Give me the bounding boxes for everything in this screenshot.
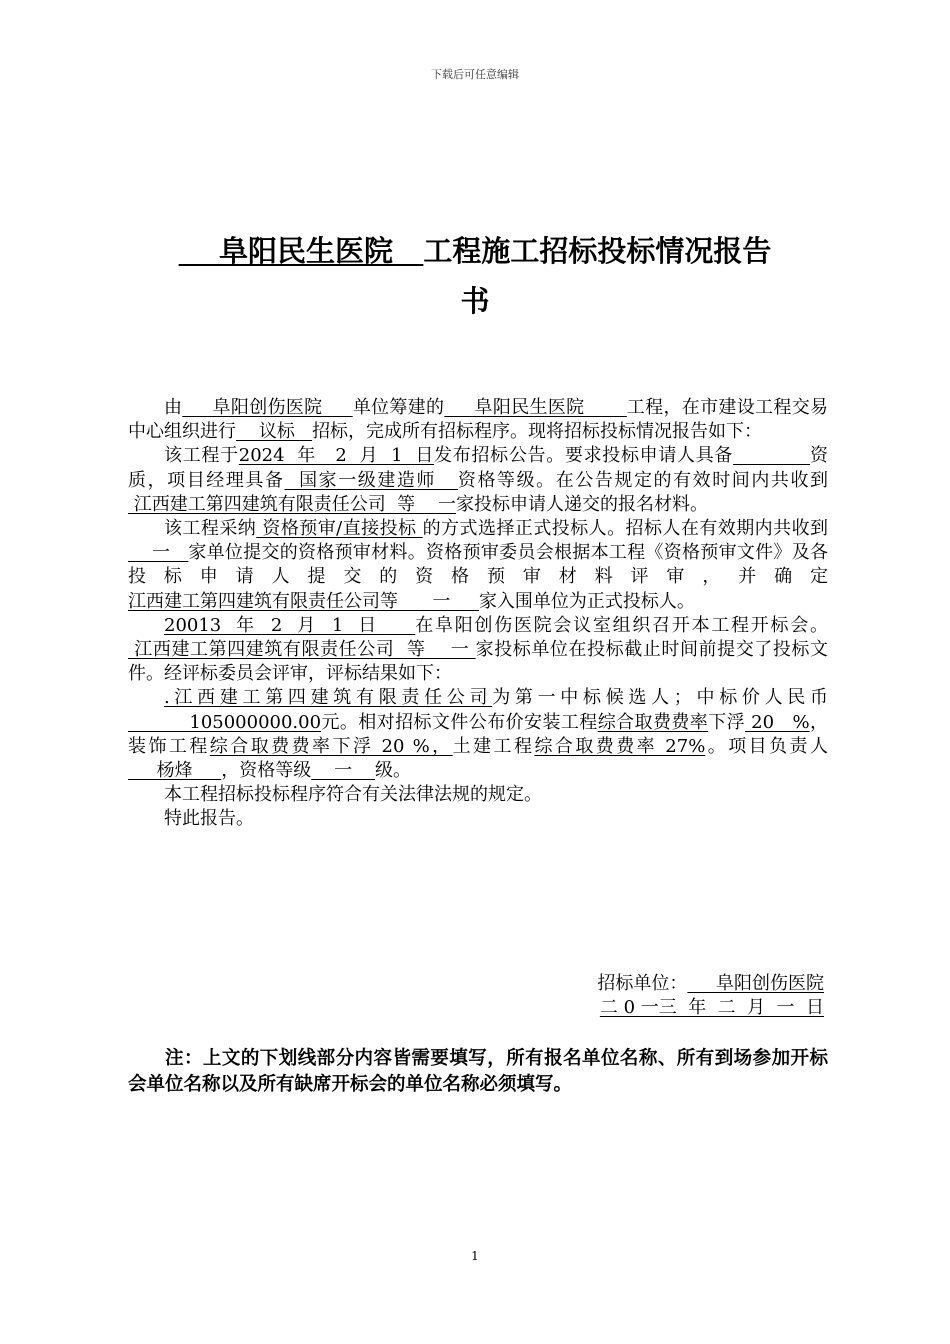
field-qualification	[733, 445, 810, 466]
text: 在阜阳创伤医院会议室组织召开本工程开标会。	[415, 614, 829, 636]
field-install-rate: 20 %	[745, 711, 810, 733]
text: 发布招标公告。要求投标申请人具备	[434, 445, 734, 467]
field-qualification-grade: 一	[311, 760, 375, 782]
text: 为第一中标候选人；中标价人民币	[492, 687, 828, 709]
title-blank	[179, 234, 219, 268]
text: 该工程于	[164, 445, 239, 467]
field-project-lead: 杨烽	[128, 760, 222, 782]
field-opening-date: 20013 年 2 月 1 日	[164, 614, 416, 636]
text: 资质，项目经理具备	[128, 445, 829, 491]
text: ，资格等级	[221, 760, 312, 782]
paragraph-7: 特此报告。	[164, 808, 254, 830]
paragraph-6: 本工程招标投标程序符合有关法律法规的规定。	[164, 784, 542, 806]
signature-unit	[480, 972, 824, 996]
text: 该工程采纳	[164, 518, 257, 540]
signature-date	[480, 996, 824, 1020]
text: 级。	[375, 760, 411, 782]
paragraph-1	[128, 396, 828, 444]
field-bidders: 江西建工第四建筑有限责任公司 等 一	[128, 639, 476, 661]
text: 家单位提交的资格预审材料。资格预审委员会根据本工程《资格预审文件》及各投标申请人提交的资格预审材料评审，并确定	[128, 542, 828, 588]
title-text: 工程施工招标投标情况报告	[423, 234, 772, 268]
footnote: 注：上文的下划线部分内容皆需要填写，所有报名单位名称、所有到场参加开标会单位名称以及所有缺席开标会的单位名称必须填写。	[128, 1048, 828, 1095]
text: 下浮	[708, 711, 746, 733]
paragraph-4	[128, 614, 828, 687]
field-bid-method: 议标	[236, 421, 313, 443]
paragraph-3	[128, 517, 828, 614]
paragraph-5	[128, 686, 828, 783]
text: 的方式选择正式投标人。招标人在有效期内共收到	[422, 518, 829, 540]
field-announcement-date: 2024 年 2 月 1 日	[238, 445, 435, 467]
text: ，装饰工程	[128, 711, 829, 757]
report-body	[128, 396, 828, 832]
page-header: 下载后可任意编辑	[431, 68, 519, 81]
field-decor-rate: 综合取费费率下浮 20 %，	[209, 735, 453, 757]
field-install-fee-label: 综合取费费率	[597, 711, 709, 733]
text: 家投标单位在投标截止时间前提交了投标文件。经评标委员会评审，评标结果如下：	[128, 639, 829, 685]
field-shortlisted: 江西建工第四建筑有限责任公司等 一	[128, 590, 479, 612]
text: 家投标申请人递交的报名材料。	[456, 493, 709, 515]
field-project-name: 阜阳民生医院	[444, 397, 627, 418]
signature-date-text: 二 0 一三 年 二 月 一 日	[599, 997, 824, 1018]
text: 工程，在市建设工程交易中心组织进行	[128, 397, 829, 443]
document-title-line2: 书	[460, 284, 490, 318]
field-selection-method: 资格预审/直接投标	[256, 518, 423, 540]
text: 招标，完成所有招标程序。现将招标投标情况报告如下：	[312, 421, 763, 443]
field-builder-unit: 阜阳创伤医院	[182, 397, 353, 418]
title-blank-2	[393, 234, 423, 268]
field-winner: .江西建工第四建筑有限责任公司	[164, 687, 493, 709]
field-manager-level: 国家一级建造师	[284, 469, 458, 491]
paragraph-2	[128, 444, 828, 517]
text: 由	[164, 397, 183, 418]
field-civil-rate: 综合取费费率 27%	[534, 735, 706, 757]
text: 家入围单位为正式投标人。	[478, 590, 695, 612]
signature-unit-name: 阜阳创伤医院	[687, 973, 824, 994]
title-hospital-name: 阜阳民生医院	[219, 234, 394, 268]
text: 单位筹建的	[352, 397, 445, 418]
text: 土建工程	[452, 735, 535, 757]
signature-label: 招标单位：	[597, 973, 688, 994]
text: 元。相对招标文件公布价安装工程	[321, 711, 598, 733]
field-applicants: 江西建工第四建筑有限责任公司 等 一	[128, 493, 457, 515]
text: 资格等级。在公告规定的有效时间内共收到	[457, 469, 829, 491]
document-title	[130, 226, 820, 276]
text: 。项目负责人	[705, 735, 829, 757]
field-bid-price: 105000000.00	[128, 711, 322, 733]
page-number: 1	[471, 1249, 479, 1263]
field-prequal-count: 一	[128, 542, 189, 564]
